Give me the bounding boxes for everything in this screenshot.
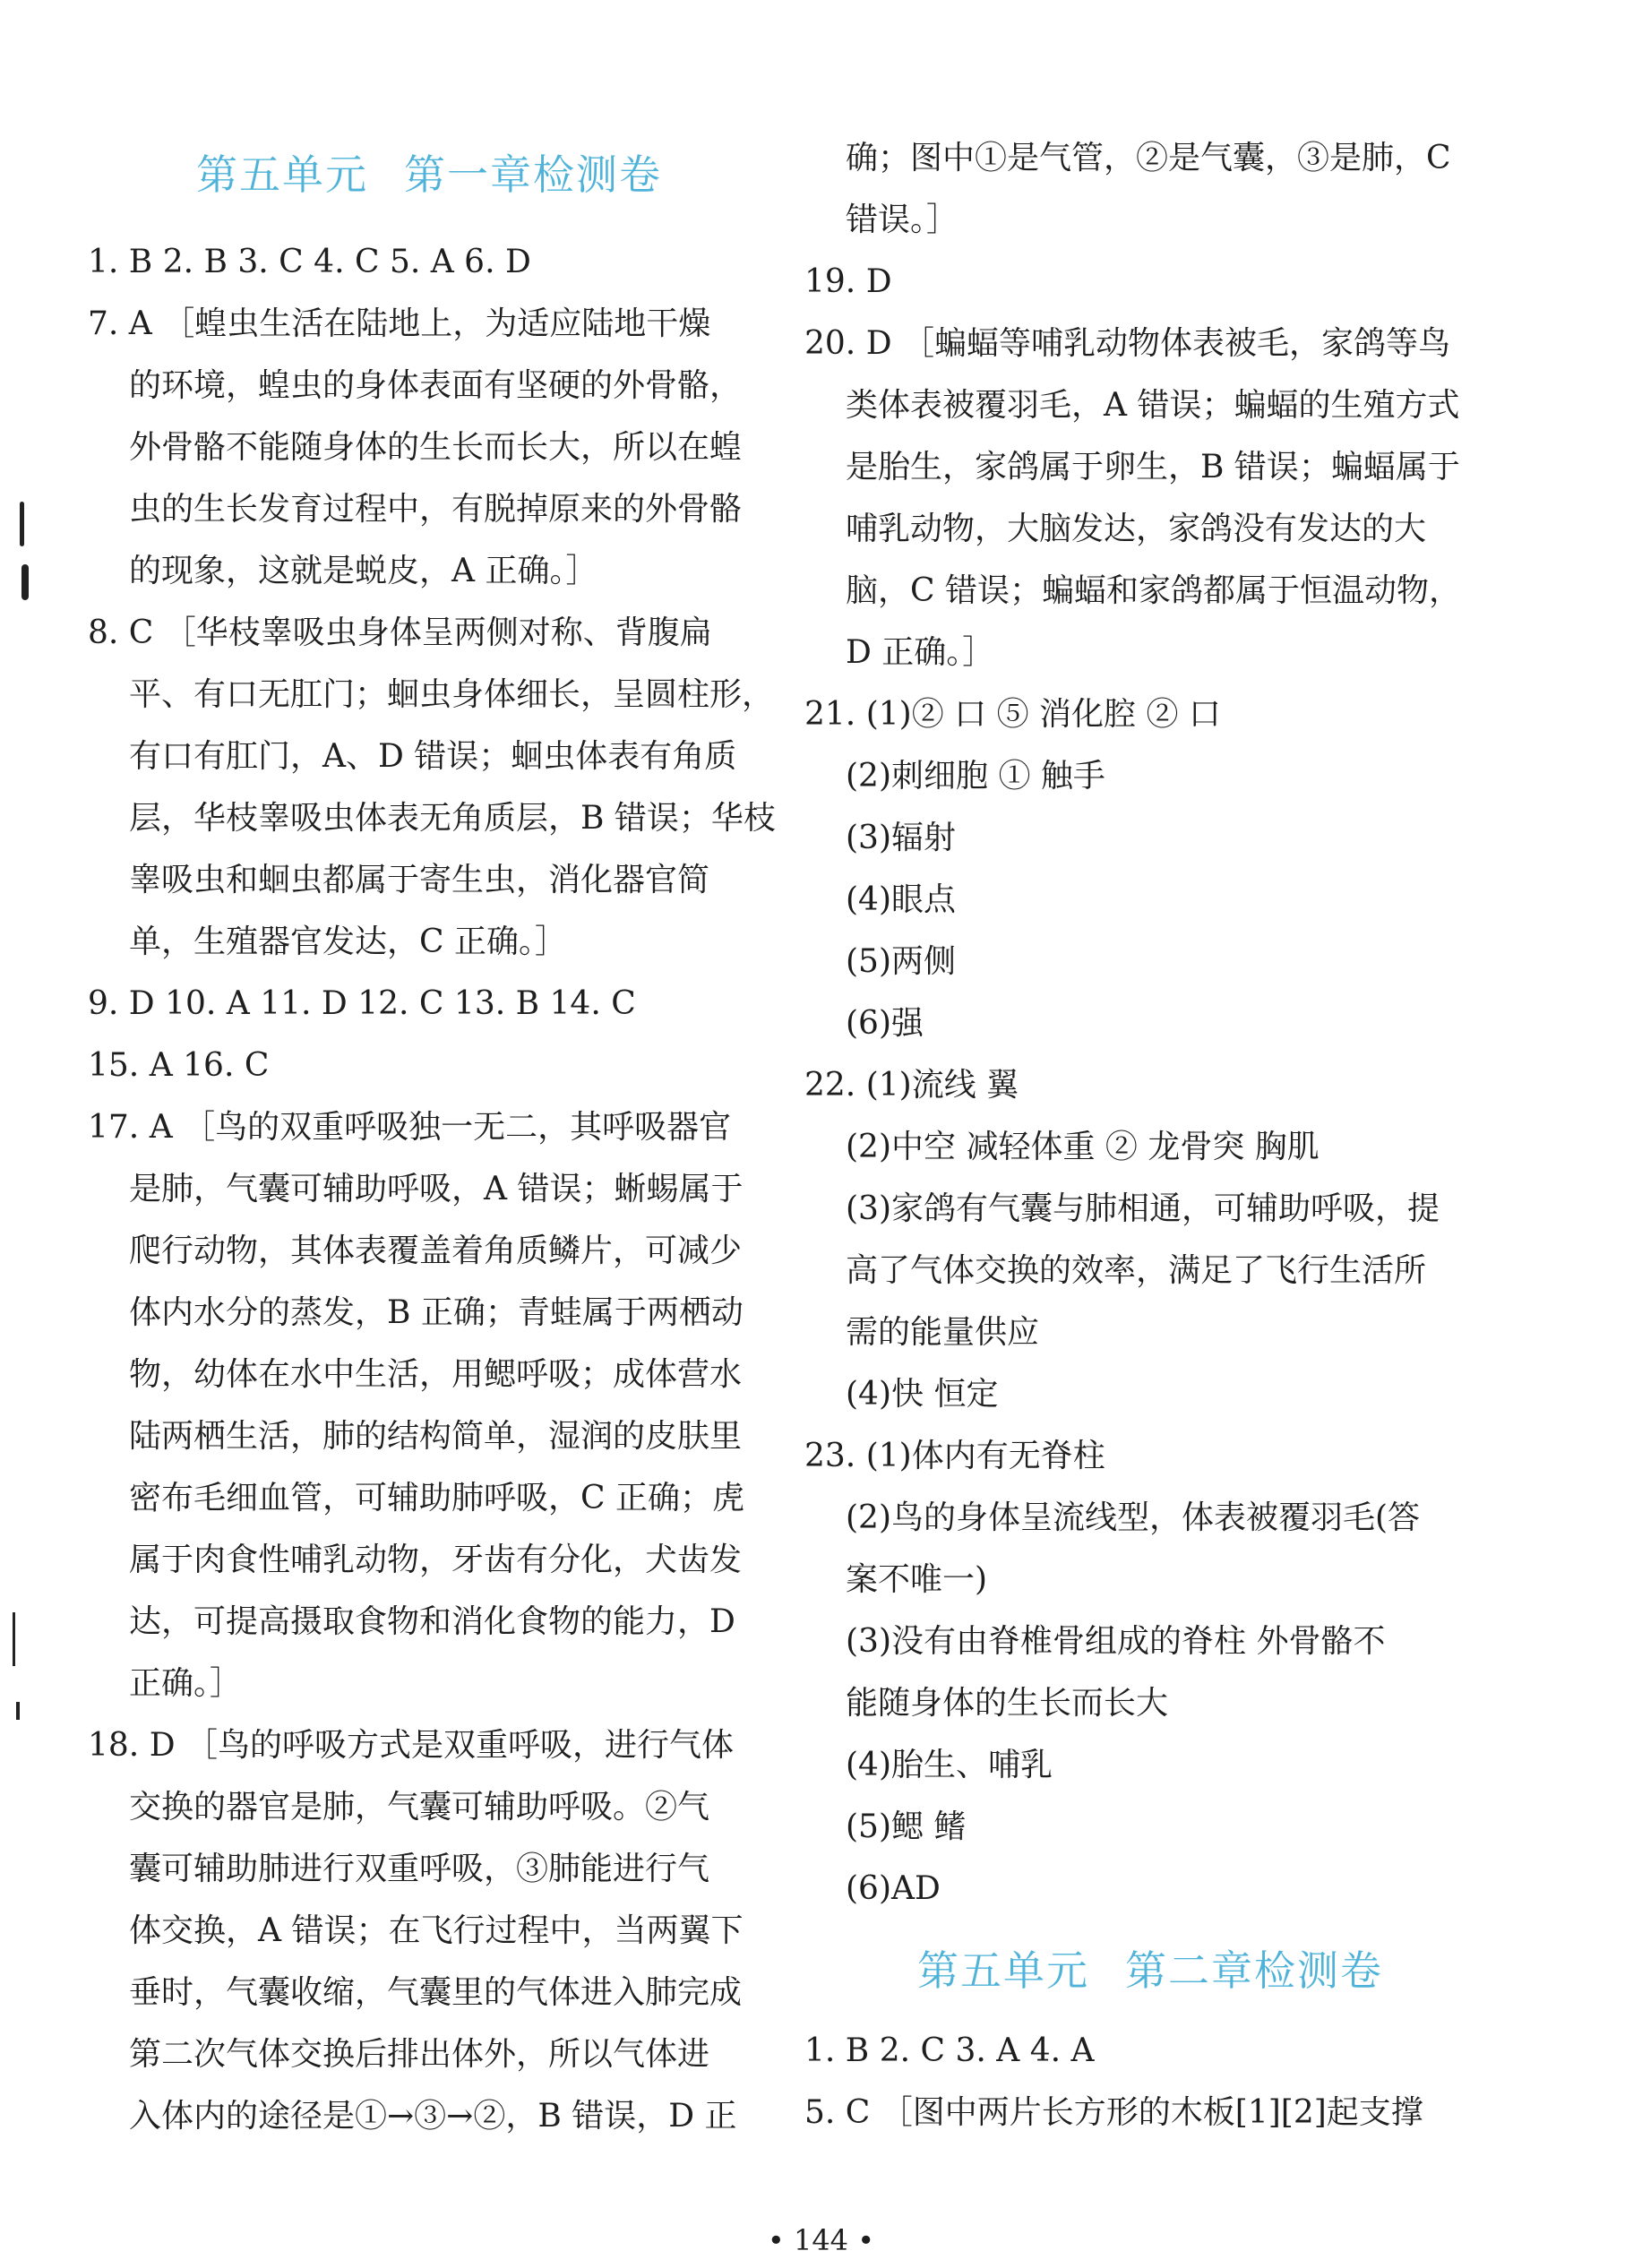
section-heading-chapter-2 bbox=[804, 1939, 1496, 2002]
text-line: 属于肉食性哺乳动物，牙齿有分化，犬齿发 bbox=[129, 1542, 743, 1578]
text-line: (2)鸟的身体呈流线型，体表被覆羽毛(答 bbox=[846, 1499, 1421, 1536]
text-line: 5. C ［图中两片长方形的木板[1][2]起支撑 bbox=[804, 2094, 1423, 2131]
left-text-lines bbox=[88, 231, 776, 2147]
text-line: 17. A ［鸟的双重呼吸独一无二，其呼吸器官 bbox=[88, 1109, 732, 1146]
text-line: 囊可辅助肺进行双重呼吸，③肺能进行气 bbox=[129, 1851, 710, 1887]
text-line: 案不唯一) bbox=[846, 1561, 988, 1598]
heading-chapter: 第二章检测卷 bbox=[1125, 1946, 1383, 1995]
text-line: 1. B 2. B 3. C 4. C 5. A 6. D bbox=[88, 244, 531, 280]
text-line: (3)辐射 bbox=[846, 820, 956, 856]
text-line: 23. (1)体内有无脊柱 bbox=[804, 1438, 1105, 1474]
text-line: 单，生殖器官发达，C 正确。］ bbox=[129, 924, 567, 960]
text-line: (6)AD bbox=[846, 1870, 941, 1907]
text-line: 密布毛细血管，可辅助肺呼吸，C 正确；虎 bbox=[129, 1480, 744, 1516]
text-line: 体交换，A 错误；在飞行过程中，当两翼下 bbox=[129, 1912, 744, 1949]
text-line: 有口有肛门，A、D 错误；蛔虫体表有角质 bbox=[129, 738, 737, 775]
text-line: D 正确。］ bbox=[846, 634, 995, 671]
scan-mark bbox=[13, 1612, 15, 1666]
text-line: 睾吸虫和蛔虫都属于寄生虫，消化器官简 bbox=[129, 862, 710, 898]
text-line: 的环境，蝗虫的身体表面有坚硬的外骨骼， bbox=[129, 367, 743, 404]
text-line: 陆两栖生活，肺的结构简单，湿润的皮肤里 bbox=[129, 1418, 743, 1455]
text-line: 7. A ［蝗虫生活在陆地上，为适应陆地干燥 bbox=[88, 305, 711, 342]
text-line: 19. D bbox=[804, 263, 892, 300]
scan-mark bbox=[20, 502, 24, 546]
right-text-lines-b bbox=[804, 2020, 1496, 2143]
right-column bbox=[804, 140, 1496, 2143]
text-line: 交换的器官是肺，气囊可辅助呼吸。②气 bbox=[129, 1789, 710, 1826]
text-line: 层，华枝睾吸虫体表无角质层，B 错误；华枝 bbox=[129, 800, 776, 837]
text-line: 入体内的途径是①→③→②，B 错误，D 正 bbox=[129, 2098, 737, 2135]
text-line: 是胎生，家鸽属于卵生，B 错误；蝙蝠属于 bbox=[846, 449, 1460, 485]
text-line: (5)鳃 鳍 bbox=[846, 1808, 967, 1845]
heading-unit: 第五单元 bbox=[196, 150, 368, 199]
text-line: 15. A 16. C bbox=[88, 1047, 270, 1084]
text-line: (2)刺细胞 ① 触手 bbox=[846, 758, 1105, 795]
heading-chapter: 第一章检测卷 bbox=[404, 150, 662, 199]
text-line: 确；图中①是气管，②是气囊，③是肺，C bbox=[846, 140, 1451, 176]
text-line: (3)家鸽有气囊与肺相通，可辅助呼吸，提 bbox=[846, 1190, 1440, 1227]
scan-mark bbox=[16, 1702, 20, 1720]
text-line: 9. D 10. A 11. D 12. C 13. B 14. C bbox=[88, 985, 636, 1022]
text-line: 哺乳动物，大脑发达，家鸽没有发达的大 bbox=[846, 511, 1427, 547]
text-line: (4)快 恒定 bbox=[846, 1376, 999, 1413]
text-line: 体内水分的蒸发，B 正确；青蛙属于两栖动 bbox=[129, 1294, 744, 1331]
text-line: (4)眼点 bbox=[846, 881, 956, 918]
text-line: 21. (1)② 口 ⑤ 消化腔 ② 口 bbox=[804, 696, 1221, 733]
text-line: 需的能量供应 bbox=[846, 1314, 1040, 1351]
text-line: (2)中空 减轻体重 ② 龙骨突 胸肌 bbox=[846, 1129, 1320, 1165]
text-line: 高了气体交换的效率，满足了飞行生活所 bbox=[846, 1252, 1427, 1289]
text-line: 的现象，这就是蜕皮，A 正确。］ bbox=[129, 553, 598, 589]
text-line: 第二次气体交换后排出体外，所以气体进 bbox=[129, 2036, 710, 2073]
text-line: 20. D ［蝙蝠等哺乳动物体表被毛，家鸽等鸟 bbox=[804, 325, 1451, 362]
text-line: 类体表被覆羽毛，A 错误；蝙蝠的生殖方式 bbox=[846, 387, 1460, 424]
text-line: 正确。］ bbox=[129, 1665, 243, 1702]
text-line: 平、有口无肛门；蛔虫身体细长，呈圆柱形， bbox=[129, 676, 775, 713]
text-line: 错误。］ bbox=[846, 202, 959, 238]
text-line: 物，幼体在水中生活，用鳃呼吸；成体营水 bbox=[129, 1356, 743, 1393]
text-line: 18. D ［鸟的呼吸方式是双重呼吸，进行气体 bbox=[88, 1727, 735, 1764]
scan-mark bbox=[21, 564, 29, 600]
text-line: 达，可提高摄取食物和消化食物的能力，D bbox=[129, 1603, 735, 1640]
text-line: 爬行动物，其体表覆盖着角质鳞片，可减少 bbox=[129, 1233, 743, 1269]
text-line: 是肺，气囊可辅助呼吸，A 错误；蜥蜴属于 bbox=[129, 1171, 744, 1207]
left-column bbox=[88, 143, 776, 2147]
heading-unit: 第五单元 bbox=[917, 1946, 1089, 1995]
text-line: 8. C ［华枝睾吸虫身体呈两侧对称、背腹扁 bbox=[88, 614, 712, 651]
text-line: 脑，C 错误；蝙蝠和家鸽都属于恒温动物， bbox=[846, 572, 1461, 609]
text-line: 外骨骼不能随身体的生长而长大，所以在蝗 bbox=[129, 429, 743, 466]
text-line: (3)没有由脊椎骨组成的脊柱 外骨骼不 bbox=[846, 1623, 1386, 1660]
text-line: 22. (1)流线 翼 bbox=[804, 1067, 1019, 1104]
section-heading-chapter-1 bbox=[88, 143, 770, 206]
right-text-lines-a bbox=[804, 127, 1496, 1920]
text-line: (5)两侧 bbox=[846, 943, 956, 980]
page-number: • 144 • bbox=[767, 2223, 875, 2257]
text-line: 1. B 2. C 3. A 4. A bbox=[804, 2032, 1095, 2069]
text-line: (6)强 bbox=[846, 1005, 924, 1042]
text-line: 虫的生长发育过程中，有脱掉原来的外骨骼 bbox=[129, 491, 743, 528]
text-line: 能随身体的生长而长大 bbox=[846, 1685, 1169, 1722]
text-line: 垂时，气囊收缩，气囊里的气体进入肺完成 bbox=[129, 1974, 743, 2011]
text-line: (4)胎生、哺乳 bbox=[846, 1747, 1053, 1783]
